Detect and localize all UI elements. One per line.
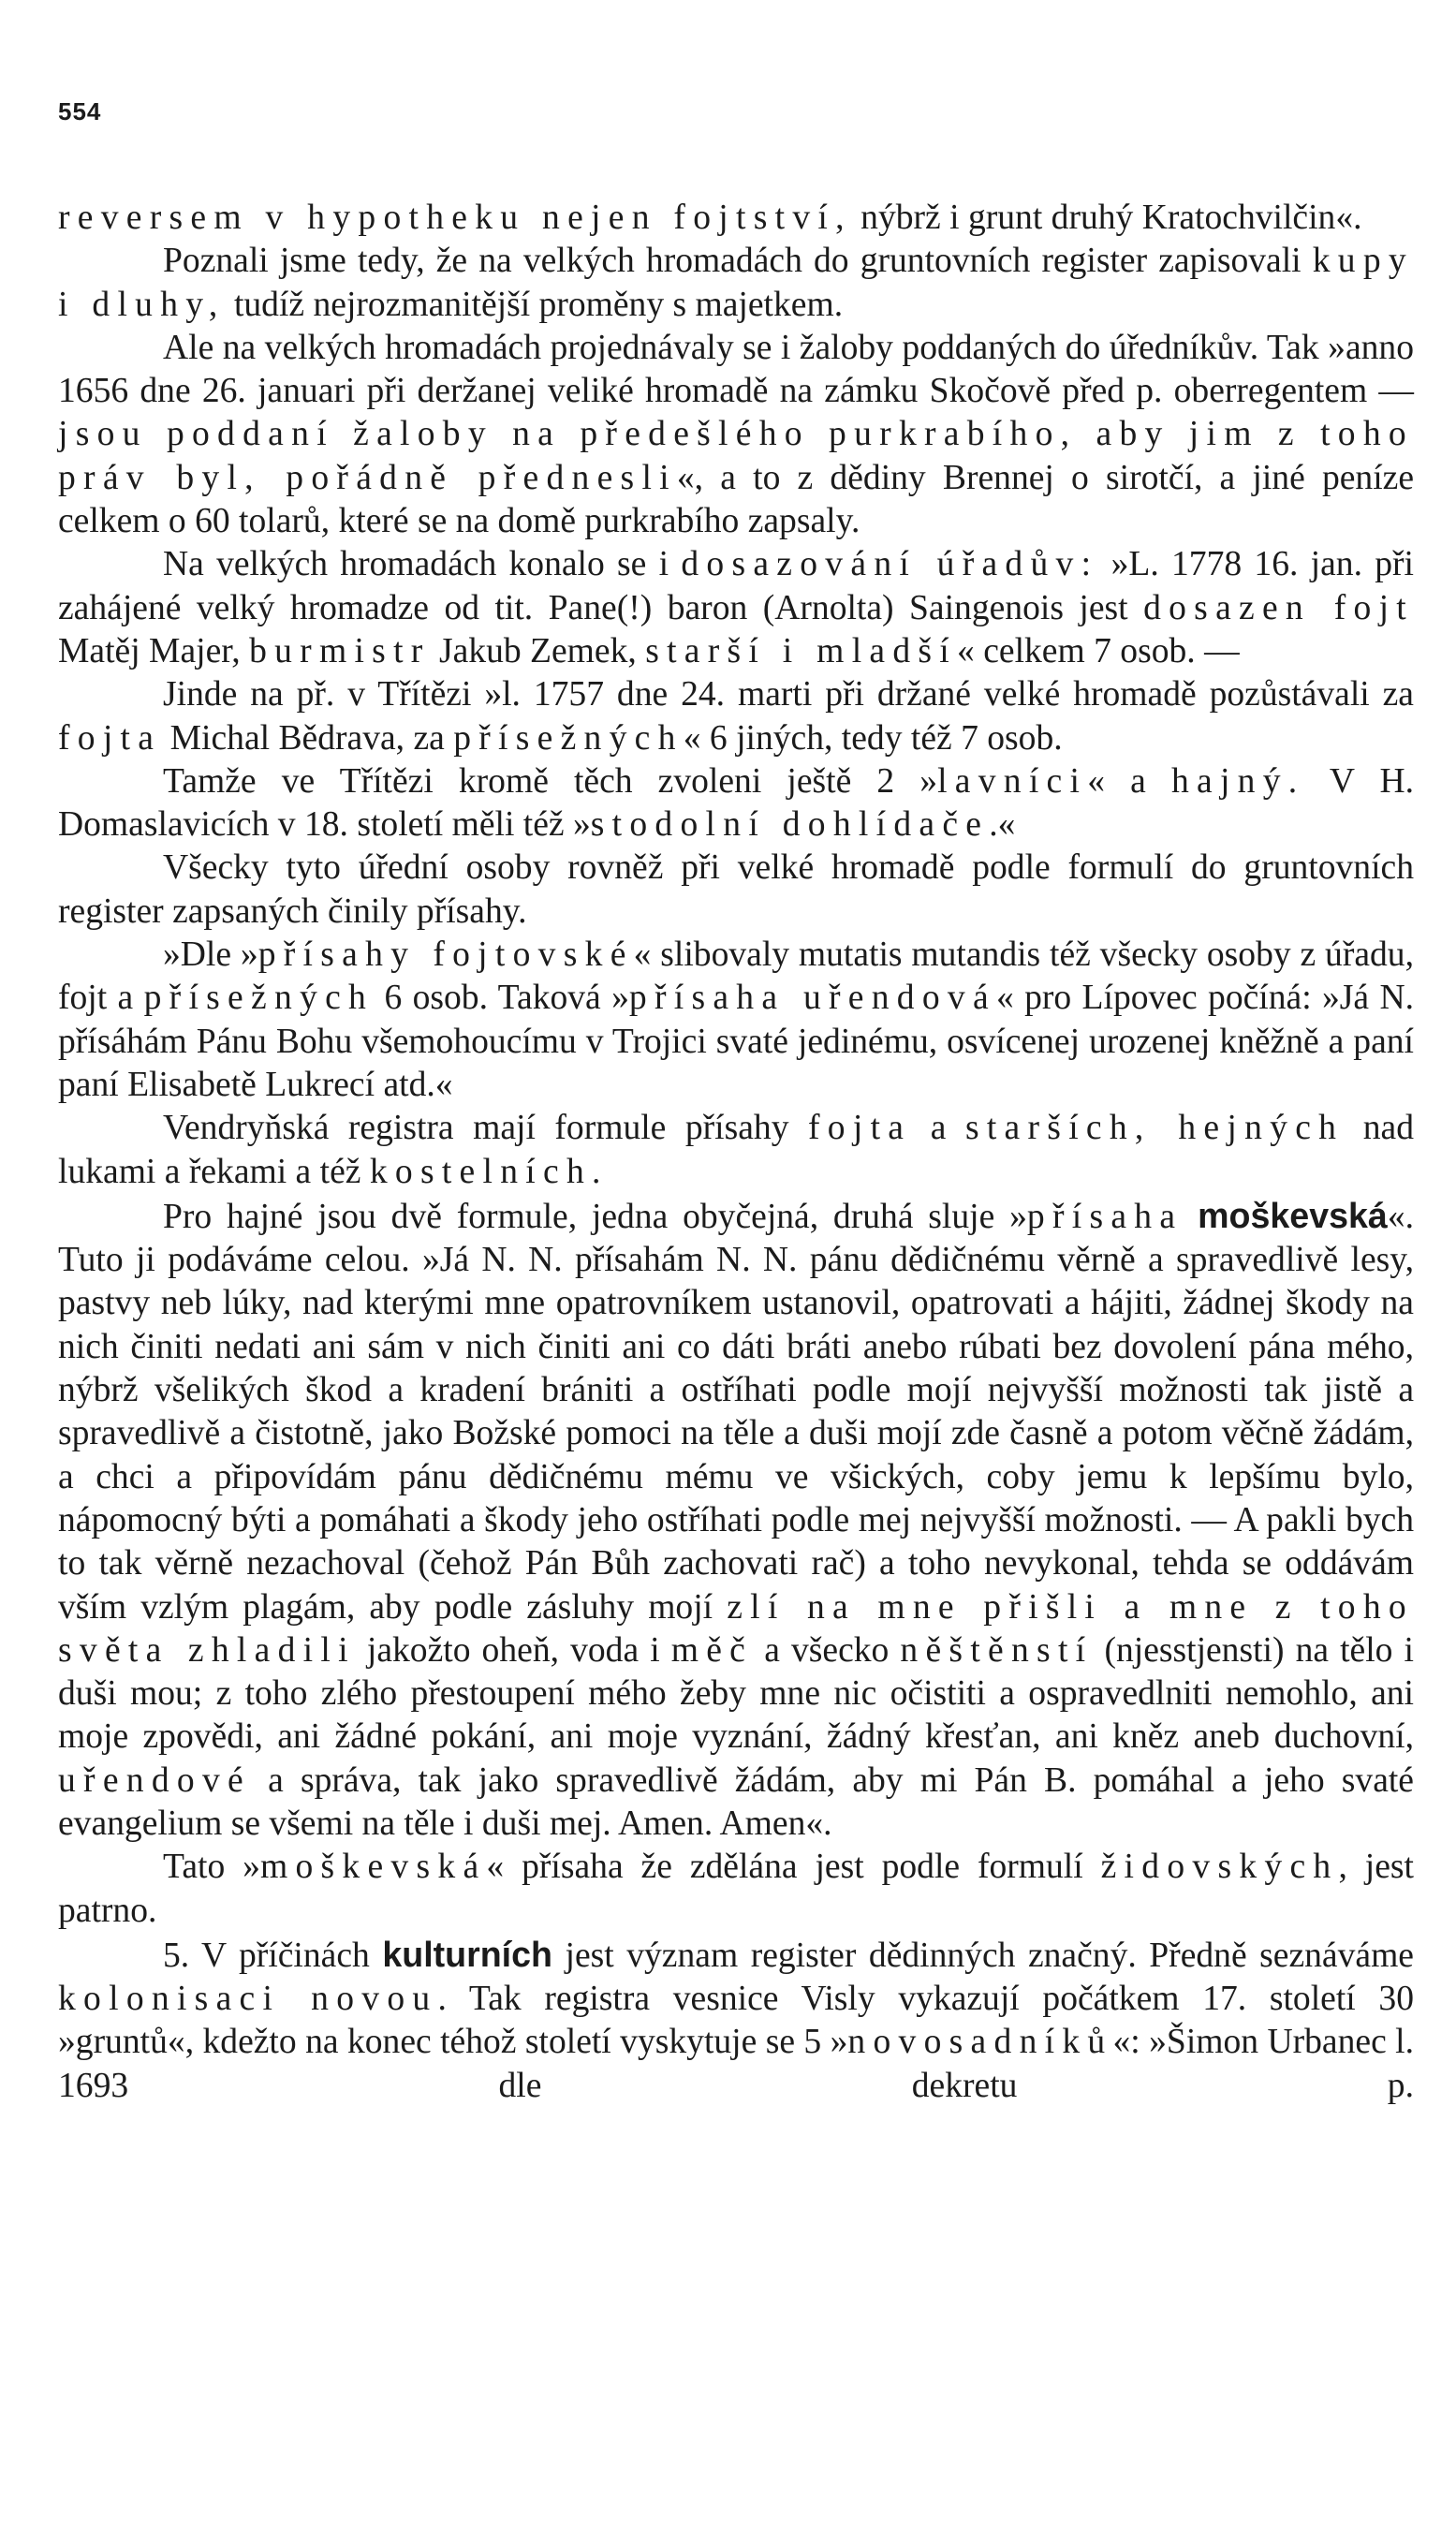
text-run: « pro Lípovec počíná: »Já N. přísáhám Pánu Bohu všemohoucímu v Trojici svaté jedinému, osvícenej urozenej kněžně a paní paní Elisabetě Lukrecí atd.« xyxy=(58,979,1414,1104)
text-run: Tamže ve Třítězi kromě těch zvoleni ještě 2 » xyxy=(163,761,938,801)
spaced-emphasis: měč xyxy=(670,1630,754,1670)
text-run: Jakub Zemek, xyxy=(430,631,646,670)
text-run: « přísaha že zdělána jest podle formulí xyxy=(486,1848,1101,1887)
bold-emphasis: kulturních xyxy=(382,1934,552,1974)
text-run: . xyxy=(592,1152,601,1191)
text-run: Matěj Majer, xyxy=(58,631,250,670)
spaced-emphasis: kolonisaci novou xyxy=(58,1980,438,2019)
text-run xyxy=(1183,1198,1198,1236)
paragraph xyxy=(58,327,1414,543)
spaced-emphasis: starších, hejných xyxy=(964,1109,1345,1148)
text-run: jakožto oheň, voda i xyxy=(355,1630,671,1670)
text-run: Poznali jsme tedy, že na velkých hromadách do gruntovních register zapisovali xyxy=(163,242,1313,281)
text-run: Michal Bědrava, za xyxy=(161,718,454,758)
spaced-emphasis: starší i mladší xyxy=(645,631,958,670)
text-run: «, a to z dědiny Brennej o sirotčí, a jiné peníze celkem o 60 tolarů, které se na domě purkrabího zapsaly. xyxy=(58,458,1415,541)
spaced-emphasis: fojta xyxy=(58,718,162,758)
text-run: « slibovaly mutatis mutandis též všecky osoby z úřadu, fojt a xyxy=(58,935,1414,1018)
text-run: Vendryňská registra mají formule přísahy xyxy=(163,1109,809,1148)
spaced-emphasis: hajný. xyxy=(1170,761,1305,801)
text-run: a správa, tak jako spravedlivě žádám, aby mi Pán B. pomáhal a jeho svaté evangelium se všemi na těle i duši mej. Amen. Amen«. xyxy=(58,1760,1414,1843)
text-run: nad lukami a řekami a též xyxy=(58,1109,1415,1191)
spaced-emphasis: židovských xyxy=(1100,1848,1339,1887)
text-run: »L. 1778 16. jan. při zahájené velký hromadze od tit. Pane(!) baron (Arnolta) Saingenois jest xyxy=(58,545,1414,627)
text-run: «: »Šimon Urbanec l. 1693 dle dekretu p. xyxy=(58,2023,1414,2105)
paragraph xyxy=(58,1846,1414,1933)
spaced-emphasis: přísaha xyxy=(1026,1197,1184,1236)
text-run: .« xyxy=(989,805,1016,845)
spaced-emphasis: přísežných xyxy=(453,718,684,758)
spaced-emphasis: burmistr xyxy=(249,631,431,670)
text-run: Ale na velkých hromadách projednávaly se i žaloby poddaných do úředníkův. Tak »anno 1656 dne 26. januari při deržanej veliké hromadě na zámku Skočově před p. oberregentem — xyxy=(58,328,1414,411)
text-run: (njesstjensti) na tělo i duši mou; z toho zlého přestoupení mého žeby mne nic očistiti a ospravedlniti nemohlo, ani moje zpovědi, ani žádné pokání, ani moje vyznání, žádný křesťan, ani kněz aneb duchovní, xyxy=(58,1630,1414,1757)
spaced-emphasis: dosazen fojt xyxy=(1143,588,1415,627)
spaced-emphasis: moškevská xyxy=(259,1848,487,1887)
paragraph xyxy=(58,934,1414,1107)
paragraph xyxy=(58,673,1414,760)
text-run: 5. V příčinách xyxy=(163,1936,383,1975)
text-run: . Tak registra vesnice Visly vykazují počátkem 17. století 30 »gruntů«, kdežto na konec téhož století vyskytuje se 5 » xyxy=(58,1980,1415,2062)
spaced-emphasis: uřendové xyxy=(58,1760,251,1800)
paragraph xyxy=(58,1933,1414,2108)
text-run: « celkem 7 osob. — xyxy=(957,631,1240,670)
text-run: Na velkých hromadách konalo se i xyxy=(163,545,682,584)
spaced-emphasis: přísaha uřendová xyxy=(628,979,996,1018)
paragraph xyxy=(58,760,1414,847)
text-run: V H. Domaslavicích v 18. století měli též » xyxy=(58,761,1414,845)
spaced-emphasis: kupy i dluhy, xyxy=(58,242,1414,324)
text-run: tudíž nejrozmanitější proměny s majetkem. xyxy=(225,285,844,324)
spaced-emphasis: dosazování úřadův: xyxy=(681,545,1099,584)
body-text xyxy=(58,197,1414,2108)
text-run: « a xyxy=(1087,761,1171,801)
spaced-emphasis: kostelních xyxy=(369,1152,593,1191)
text-run: nýbrž i grunt druhý Kratochvilčin«. xyxy=(851,199,1362,237)
text-run: a xyxy=(911,1109,965,1148)
paragraph xyxy=(58,240,1414,327)
spaced-emphasis: něštěnstí xyxy=(900,1630,1094,1670)
paragraph xyxy=(58,1194,1414,1846)
text-run: Jinde na př. v Třítězi »l. 1757 dne 24. marti při držané velké hromadě pozůstávali za xyxy=(163,675,1414,714)
spaced-emphasis: fojta xyxy=(808,1109,912,1148)
paragraph xyxy=(58,1107,1414,1194)
paragraph xyxy=(58,847,1414,934)
text-run: Tato » xyxy=(163,1848,260,1887)
text-run: «. Tuto ji podáváme celou. »Já N. N. přísahám N. N. pánu dědičnému věrně a spravedlivě lesy, pastvy neb lúky, nad kterými mne opatrovníkem ustanovil, opatrovati a hájiti, žádnej škody na nich činiti nedati ani sám v nich činiti ani co dáti bráti anebo rúbati bez dovolení pána mého, nýbrž všelikých škod a kradení brániti a ostříhati podle mojí nejvyšší možnosti tak jistě a spravedlivě a čistotně, jako Božské pomoci na těle a duši mojí zde časně a potom věčně žádám, a chci a připovídám pánu dědičnému mému ve všických, coby jemu k lepšímu bylo, nápomocný býti a pomáhati a škody jeho ostříhati podle mej nejvyšší možnosti. — A pakli bych to tak věrně nezachoval (čehož Pán Bůh zachovati rač) a toho nevykonal, tehda se oddávám vším vzlým plagám, aby podle zásluhy mojí xyxy=(58,1197,1414,1627)
spaced-emphasis: zlí na mne přišli a mne z toho světa zhladili xyxy=(58,1587,1414,1670)
text-run: jest význam register dědinných značný. Předně seznáváme xyxy=(552,1936,1414,1975)
spaced-emphasis: lavníci xyxy=(937,761,1088,801)
text-run: a všecko xyxy=(753,1630,901,1670)
text-run: , jest patrno. xyxy=(58,1848,1414,1930)
text-run: »Dle » xyxy=(163,935,258,975)
text-run: « 6 jiných, tedy též 7 osob. xyxy=(683,718,1063,758)
bold-emphasis: moškevská xyxy=(1198,1195,1388,1235)
spaced-emphasis: jsou poddaní žaloby na předešlého purkrabího, aby jim z toho práv byl, pořádně přednesli xyxy=(58,415,1414,497)
page-number: 554 xyxy=(58,97,102,125)
spaced-emphasis: stodolní dohlídače xyxy=(590,805,990,845)
spaced-emphasis: novosadníků xyxy=(847,2023,1113,2062)
spaced-emphasis: reversem v hypotheku nejen fojtství, xyxy=(58,199,852,237)
text-run: Všecky tyto úřední osoby rovněž při velké hromadě podle formulí do gruntovních register zapsaných činily přísahy. xyxy=(58,848,1414,931)
paragraph xyxy=(58,197,1414,240)
spaced-emphasis: přísahy fojtovské xyxy=(257,935,634,975)
text-run: 6 osob. Taková » xyxy=(374,979,629,1018)
text-run: Pro hajné jsou dvě formule, jedna obyčejná, druhá sluje » xyxy=(163,1197,1027,1236)
spaced-emphasis: přísežných xyxy=(143,979,375,1018)
paragraph xyxy=(58,543,1414,673)
